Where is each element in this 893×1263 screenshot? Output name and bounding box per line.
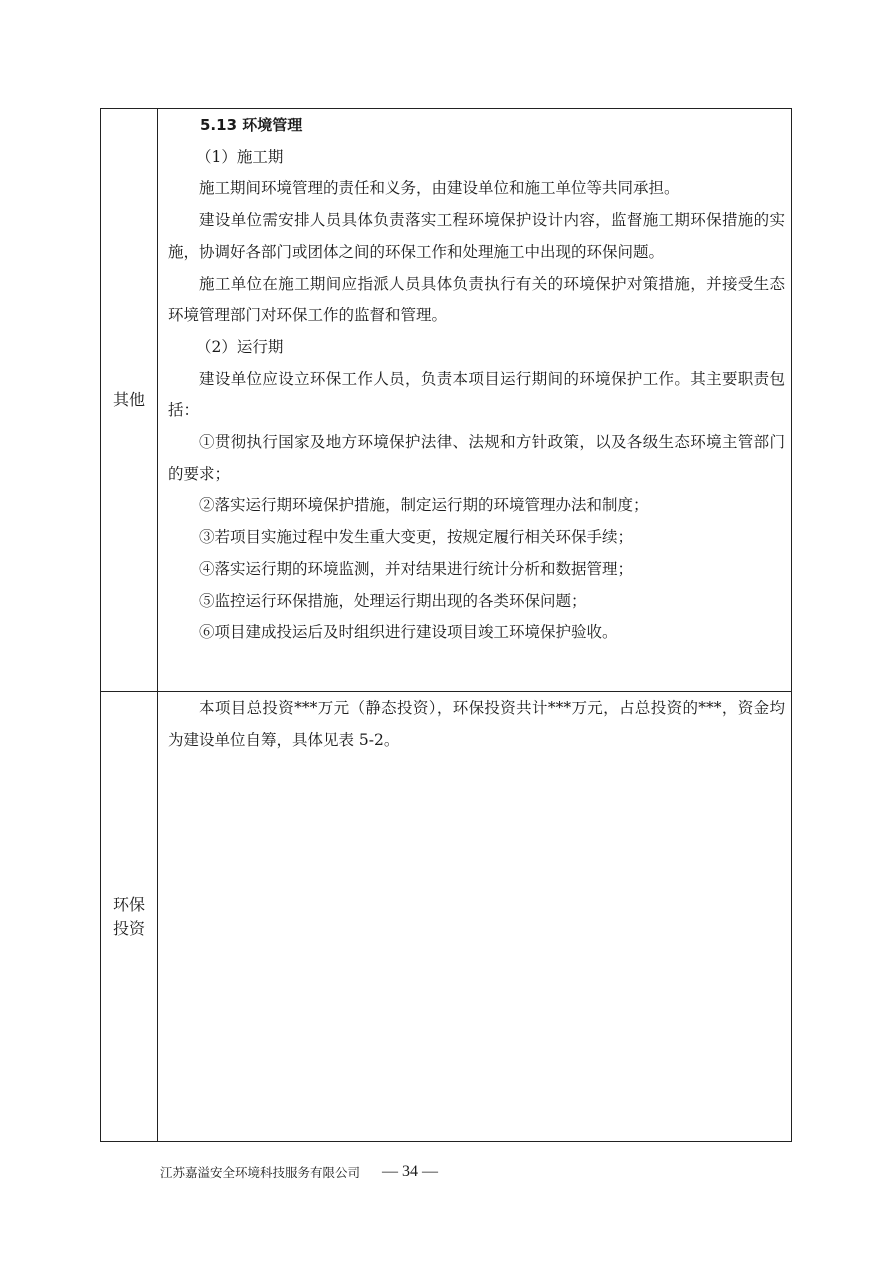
paragraph: ①贯彻执行国家及地方环境保护法律、法规和方针政策，以及各级生态环境主管部门的要求； [168, 433, 785, 483]
row-label-other: 其他 [101, 109, 158, 691]
paragraph: ④落实运行期的环境监测，并对结果进行统计分析和数据管理； [199, 559, 634, 578]
section-paragraphs [168, 142, 785, 649]
footer-company-name: 江苏嘉溢安全环境科技服务有限公司 [160, 1165, 361, 1180]
document-table [100, 108, 792, 1142]
subsection-heading: （1）施工期 [196, 147, 284, 166]
paragraph: ⑥项目建成投运后及时组织进行建设项目竣工环境保护验收。 [199, 623, 618, 642]
paragraph: ②落实运行期环境保护措施，制定运行期的环境管理办法和制度； [199, 496, 649, 515]
paragraph: 建设单位需安排人员具体负责落实工程环境保护设计内容，监督施工期环保措施的实施，协调好各部门或团体之间的环保工作和处理施工中出现的环保问题。 [168, 211, 785, 261]
page-number: — 34 — [382, 1163, 439, 1180]
environmental-management-section [158, 109, 791, 691]
investment-paragraph: 本项目总投资***万元（静态投资），环保投资共计***万元，占总投资的***，资金均为建设单位自筹，具体见表 5-2。 [168, 699, 785, 749]
row-label-investment [101, 692, 158, 1141]
paragraph: 施工单位在施工期间应指派人员具体负责执行有关的环境保护对策措施，并接受生态环境管理部门对环保工作的监督和管理。 [168, 274, 785, 325]
paragraph: ⑤监控运行环保措施，处理运行期出现的各类环保问题； [199, 591, 587, 610]
investment-section [158, 692, 791, 1141]
row-label-line1: 环保 [112, 894, 145, 914]
table-row-investment [101, 692, 791, 1141]
paragraph: 建设单位应设立环保工作人员，负责本项目运行期间的环境保护工作。其主要职责包括： [168, 369, 785, 420]
paragraph: ③若项目实施过程中发生重大变更，按规定履行相关环保手续； [199, 528, 634, 547]
table-row-other [101, 109, 791, 692]
section-heading: 5.13 环境管理 [200, 116, 303, 134]
subsection-heading: （2）运行期 [196, 337, 284, 356]
paragraph: 施工期间环境管理的责任和义务，由建设单位和施工单位等共同承担。 [199, 179, 680, 198]
page-footer [160, 1163, 560, 1181]
row-label-line2: 投资 [112, 918, 145, 938]
